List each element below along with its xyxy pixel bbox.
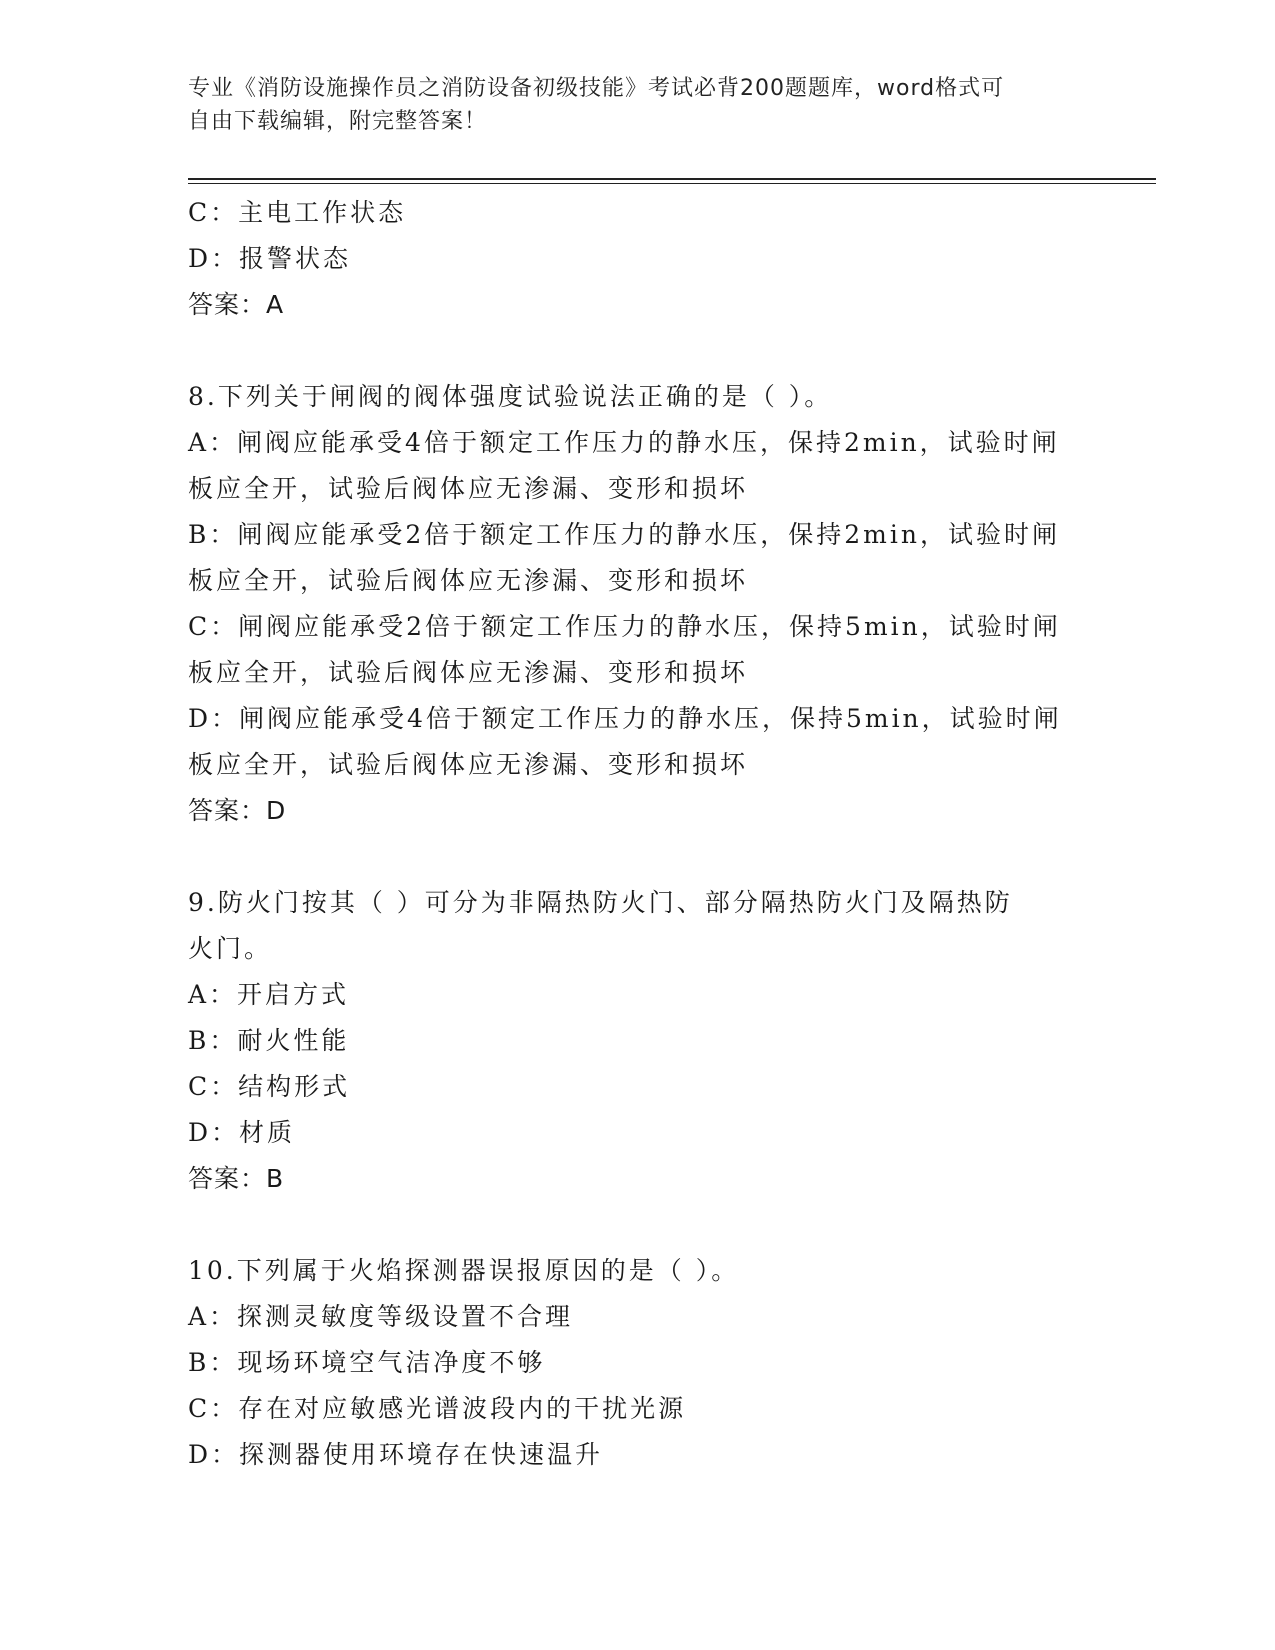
header-divider-thin (188, 183, 1156, 184)
q10-option-b: B：现场环境空气洁净度不够 (188, 1348, 546, 1377)
spacer (188, 834, 1088, 880)
q9-option-b: B：耐火性能 (188, 1026, 350, 1055)
q8-option-d-line-2: 板应全开，试验后阀体应无渗漏、变形和损坏 (188, 750, 749, 779)
q8-option-b-line-2: 板应全开，试验后阀体应无渗漏、变形和损坏 (188, 566, 749, 595)
q9-answer: 答案：B (188, 1164, 285, 1193)
question-9 (188, 880, 1088, 1202)
q9-option-a: A：开启方式 (188, 980, 350, 1009)
q10-option-a: A：探测灵敏度等级设置不合理 (188, 1302, 574, 1331)
document-header (188, 72, 1088, 138)
q10-option-d: D：探测器使用环境存在快速温升 (188, 1440, 604, 1469)
q9-option-d: D：材质 (188, 1118, 296, 1147)
q8-answer: 答案：D (188, 796, 287, 825)
q10-option-c: C：存在对应敏感光谱波段内的干扰光源 (188, 1394, 687, 1423)
q9-stem-line-1: 9.防火门按其（ ）可分为非隔热防火门、部分隔热防火门及隔热防 (188, 888, 1013, 917)
q8-stem: 8.下列关于闸阀的阀体强度试验说法正确的是（ ）。 (188, 382, 833, 411)
q8-option-a-line-1: A：闸阀应能承受4倍于额定工作压力的静水压，保持2min，试验时闸 (188, 428, 1060, 457)
q8-option-c-line-2: 板应全开，试验后阀体应无渗漏、变形和损坏 (188, 658, 749, 687)
question-7-tail (188, 190, 1088, 328)
q9-option-c: C：结构形式 (188, 1072, 351, 1101)
question-10 (188, 1248, 1088, 1478)
spacer (188, 1202, 1088, 1248)
header-line-1: 专业《消防设施操作员之消防设备初级技能》考试必背200题题库，word格式可 (188, 76, 1005, 101)
q7-answer: 答案：A (188, 290, 285, 319)
spacer (188, 328, 1088, 374)
question-8 (188, 374, 1088, 834)
q8-option-b-line-1: B：闸阀应能承受2倍于额定工作压力的静水压，保持2min，试验时闸 (188, 520, 1060, 549)
q7-option-d: D：报警状态 (188, 244, 352, 273)
header-divider-thick (188, 178, 1156, 180)
q8-option-a-line-2: 板应全开，试验后阀体应无渗漏、变形和损坏 (188, 474, 749, 503)
q7-option-c: C：主电工作状态 (188, 198, 407, 227)
header-line-2: 自由下载编辑，附完整答案！ (188, 109, 488, 134)
q9-stem-line-2: 火门。 (188, 934, 273, 963)
q8-option-c-line-1: C：闸阀应能承受2倍于额定工作压力的静水压，保持5min，试验时闸 (188, 612, 1061, 641)
q10-stem: 10.下列属于火焰探测器误报原因的是（ ）。 (188, 1256, 740, 1285)
question-content (188, 190, 1088, 1478)
q8-option-d-line-1: D：闸阀应能承受4倍于额定工作压力的静水压，保持5min，试验时闸 (188, 704, 1062, 733)
